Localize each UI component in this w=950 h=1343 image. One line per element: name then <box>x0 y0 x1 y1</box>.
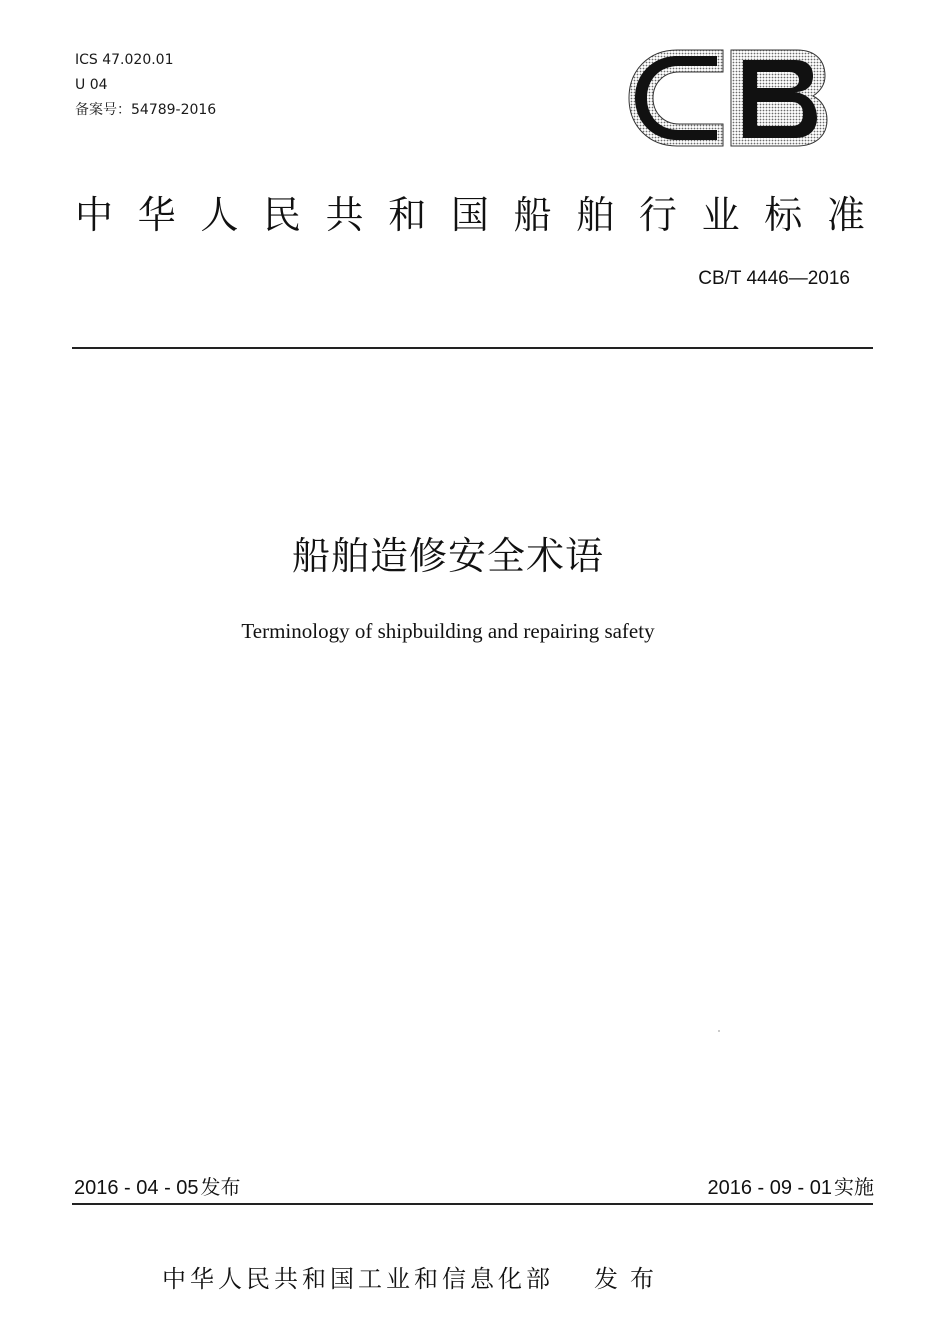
document-title-cn: 船舶造修安全术语 <box>291 534 604 578</box>
standard-number: CB/T 4446—2016 <box>698 268 850 289</box>
title-char: 行 <box>638 193 677 237</box>
title-char: 华 <box>137 193 176 237</box>
footer-divider <box>72 1203 873 1205</box>
ics-code: ICS 47.020.01 <box>75 52 174 68</box>
scan-speck <box>718 1030 720 1032</box>
issue-label: 发布 <box>200 1175 241 1199</box>
title-char: 中 <box>75 193 114 237</box>
title-char: 国 <box>450 193 489 237</box>
publisher-name: 中华人民共和国工业和信息化部 <box>162 1265 554 1293</box>
issue-date: 2016 - 04 - 05 <box>74 1177 199 1199</box>
effective-label: 实施 <box>834 1175 874 1199</box>
title-char: 业 <box>701 193 740 237</box>
effective-date-line <box>707 1173 874 1202</box>
title-char: 舶 <box>576 193 615 237</box>
effective-date: 2016 - 09 - 01 <box>707 1177 832 1199</box>
issuing-body-title <box>75 190 865 240</box>
document-meta <box>75 48 216 123</box>
title-char: 民 <box>262 193 301 237</box>
cb-standard-logo-icon <box>627 46 829 150</box>
record-number: 备案号：54789-2016 <box>75 102 217 118</box>
title-char: 船 <box>513 193 552 237</box>
issue-date-line <box>74 1173 241 1202</box>
title-char: 人 <box>200 193 239 237</box>
title-char: 和 <box>388 193 427 237</box>
document-title-en: Terminology of shipbuilding and repairing safety <box>241 619 655 643</box>
publish-label: 发布 <box>594 1265 666 1293</box>
header-divider <box>72 347 873 349</box>
title-char: 准 <box>826 193 865 237</box>
title-char: 标 <box>764 193 803 237</box>
classification-code: U 04 <box>75 77 108 93</box>
publisher-line <box>162 1263 666 1295</box>
title-char: 共 <box>325 193 364 237</box>
